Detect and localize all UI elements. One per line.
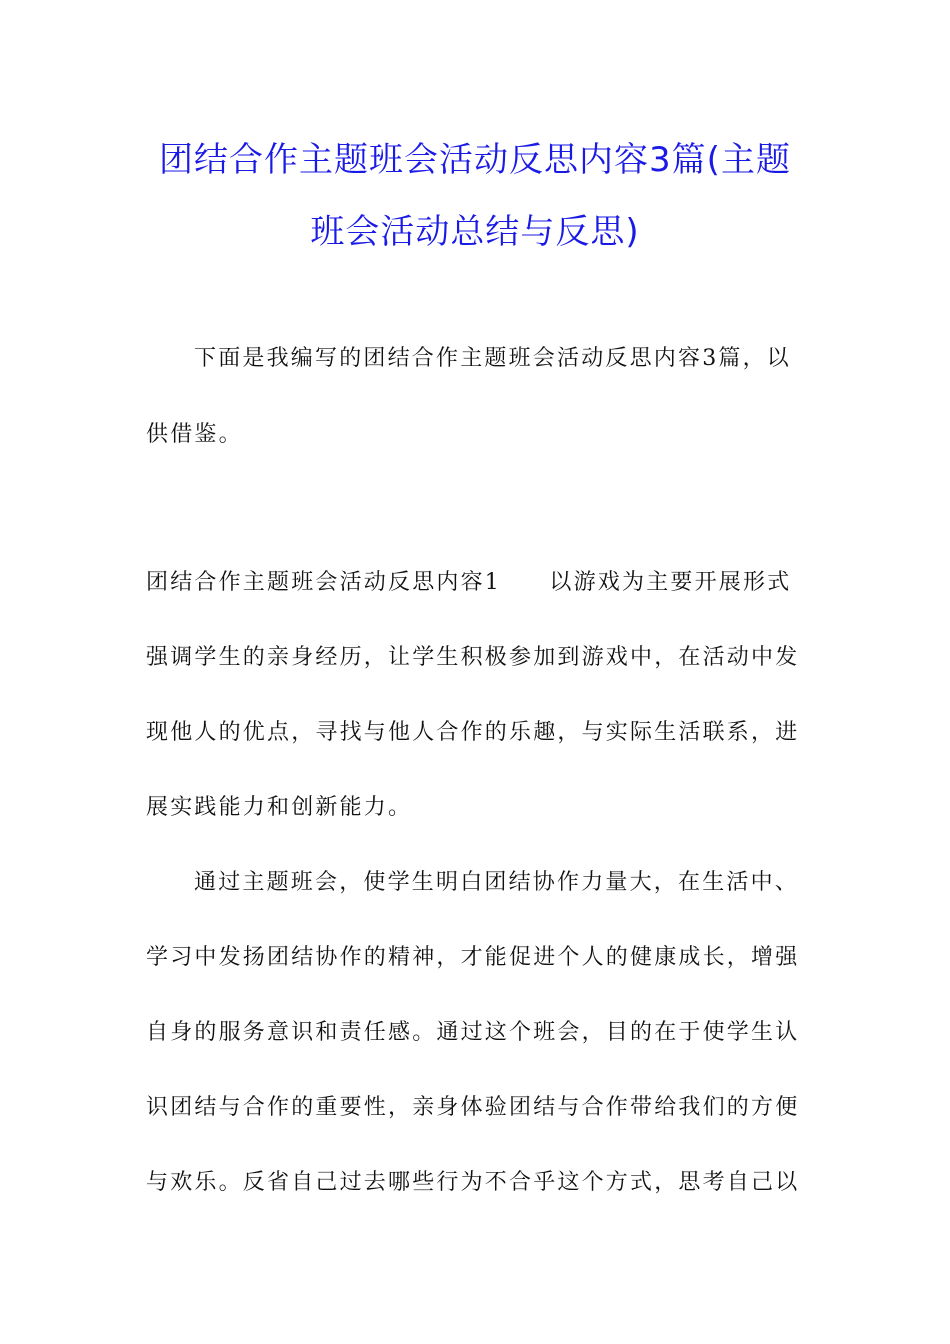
document-title-line-2: 班会活动总结与反思) (310, 212, 640, 252)
paragraph2-line-4: 识团结与合作的重要性，亲身体验团结与合作带给我们的方便 (146, 1095, 800, 1120)
document-title-line-1: 团结合作主题班会活动反思内容3篇(主题 (159, 140, 791, 180)
paragraph2-line-1: 通过主题班会，使学生明白团结协作力量大，在生活中、 (194, 870, 800, 895)
paragraph2-line-5: 与欢乐。反省自己过去哪些行为不合乎这个方式，思考自己以 (146, 1170, 800, 1195)
intro-line-2: 供借鉴。 (146, 422, 243, 447)
paragraph2-line-3: 自身的服务意识和责任感。通过这个班会，目的在于使学生认 (146, 1020, 800, 1045)
section1-line-1: 团结合作主题班会活动反思内容1 以游戏为主要开展形式 (146, 570, 792, 595)
section1-line-2: 强调学生的亲身经历，让学生积极参加到游戏中，在活动中发 (146, 645, 800, 670)
intro-line-1: 下面是我编写的团结合作主题班会活动反思内容3篇，以 (194, 346, 791, 371)
section1-line-4: 展实践能力和创新能力。 (146, 795, 413, 820)
section1-line-3: 现他人的优点，寻找与他人合作的乐趣，与实际生活联系，进 (146, 720, 800, 745)
paragraph2-line-2: 学习中发扬团结协作的精神，才能促进个人的健康成长，增强 (146, 945, 800, 970)
